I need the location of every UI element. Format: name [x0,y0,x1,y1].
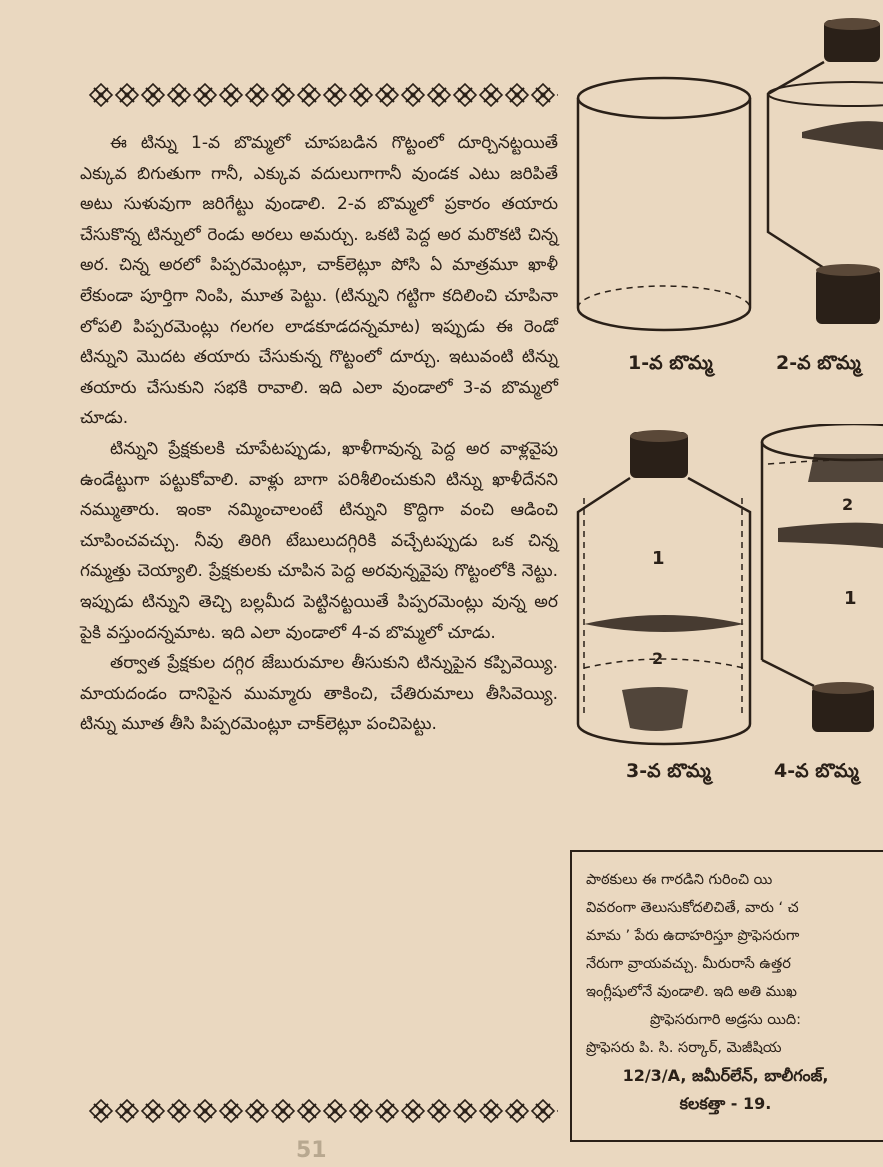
figure-2-tin [762,14,883,344]
fig3-part-1: 1 [652,548,665,569]
address-line-7: ప్రొఫెసరు పి. సి. సర్కార్, మెజీషియ [586,1040,782,1056]
figure-2-label: 2-వ బొమ్మ [776,352,861,374]
figure-4-label: 4-వ బొమ్మ [774,760,859,782]
address-line-8: 12/3/A, జమీర్‌లేన్, బాలీగంజ్, [622,1066,829,1085]
article-body [80,128,558,740]
paragraph-2: టిన్నుని ప్రేక్షకులకి చూపేటప్పుడు, ఖాళీగావున్న పెద్ద అర వాళ్లవైపు ఉండేట్టుగా పట్టుకోవాలి. వాళ్లు బాగా పరిశీలించుకుని టిన్ను ఖాళీదేనని నమ్ముతారు. ఇంకా నమ్మించాలంటే టిన్నుని కొద్దిగా వంచి ఆడించి చూపించవచ్చు. నీవు తిరిగి టేబులుదగ్గిరికి వచ్చేటప్పుడు ఒక చిన్న గమ్మత్తు చెయ్యాలి. ప్రేక్షకులకు చూపిన పెద్ద అరవున్నవైపు గొట్టంలోకి నెట్టు. ఇప్పుడు టిన్నుని తెచ్చి బల్లమీద పెట్టినట్టయితే పిప్పరమెంట్లు వున్న అర పైకి వస్తుందన్నమాట. ఇది ఎలా వుండాలో 4-వ బొమ్మలో చూడు. [80,438,558,643]
page-number: 51 [296,1138,327,1163]
fig4-part-2: 2 [842,495,854,514]
paragraph-3: తర్వాత ప్రేక్షకుల దగ్గిర జేబురుమాల తీసుకుని టిన్నుపైన కప్పివెయ్యి. మాయదండం దానిపైన ముమ్మారు తాకించి, చేతిరుమాలు తీసివెయ్యి. టిన్ను మూత తీసి పిప్పరమెంట్లూ చాక్‌లెట్లూ పంచిపెట్టు. [80,653,558,735]
address-box [570,850,883,1142]
address-line-3: మామ ’ పేరు ఉదాహరిస్తూ ప్రొఫెసరుగా [586,928,800,944]
paragraph-1: ఈ టిన్ను 1-వ బొమ్మలో చూపబడిన గొట్టంలో దూర్చినట్టయితే ఎక్కువ బిగుతుగా గానీ, ఎక్కువ వదులుగాగానీ వుండక ఎటు జరిపితే అటు సుళువుగా జరిగేట్టు వుండాలి. 2-వ బొమ్మలో ప్రకారం తయారు చేసుకొన్న టిన్నులో రెండు అరలు అమర్చు. ఒకటి పెద్ద అర మరొకటి చిన్న అర. చిన్న అరలో పిప్పరమెంట్లూ, చాక్‌లెట్లూ పోసి ఏ మాత్రమూ ఖాళీ లేకుండా పూర్తిగా నింపి, మూత పెట్టు. (టిన్నుని గట్టిగా కదిలించి చూపినా లోపలి పిప్పరమెంట్లు గలగల లాడకూడదన్నమాట) ఇప్పుడు ఈ రెండో టిన్నుని మొదట తయారు చేసుకున్న గొట్టంలో దూర్చు. ఇటువంటి టిన్ను తయారు చేసుకుని సభకి రావాలి. ఇది ఎలా వుండాలో 3-వ బొమ్మలో చూడు. [80,133,558,429]
address-line-4: నేరుగా వ్రాయవచ్చు. మీరురాసే ఉత్తర [586,956,791,972]
address-line-5: ఇంగ్లీషులోనే వుండాలి. ఇది అతి ముఖ [586,984,798,1000]
top-ornament-border [88,82,558,108]
fig3-part-2: 2 [652,649,664,668]
address-line-6: ప్రొఫెసరుగారి అడ్రసు యిది: [650,1012,801,1028]
fig4-part-1: 1 [844,588,857,609]
figure-3-tin-in-tube [572,428,756,750]
figure-1-label: 1-వ బొమ్మ [628,352,713,374]
figure-1-cylinder [572,70,756,342]
figure-3-label: 3-వ బొమ్మ [626,760,711,782]
address-line-1: పాఠకులు ఈ గారడిని గురించి యి [586,872,773,888]
bottom-ornament-border [88,1098,558,1124]
figure-4-inverted-tin [758,424,883,746]
address-line-2: వివరంగా తెలుసుకోదలిచితే, వారు ‘ చ [586,900,799,916]
address-line-9: కలకత్తా - 19. [679,1094,772,1113]
